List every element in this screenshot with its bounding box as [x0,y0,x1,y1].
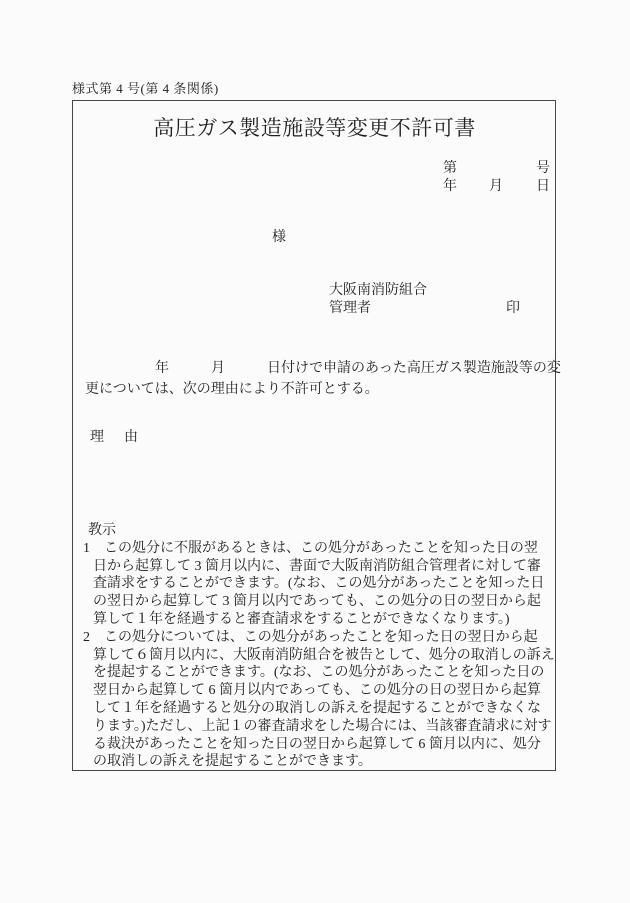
text-line: る裁決があったことを知った日の翌日から起算して 6 箇月以内に、処分 [93,736,541,752]
text-line: ります。)ただし、上記１の審査請求をした場合には、当該審査請求に対す [93,718,552,734]
seal-mark: 印 [506,301,520,316]
body-paragraph [85,359,563,400]
text-line: 2 この処分については、この処分があったことを知った日の翌日から起 [83,629,538,645]
text-line: 算して１年を経過すると審査請求をすることができなくなります。) [93,611,510,627]
text-line: 更については、次の理由により不許可とする。 [85,381,379,397]
text-line: を提起することができます。(なお、この処分があったことを知った日の [93,665,545,681]
text-line: の取消しの訴えを提起することができます。 [93,754,372,770]
addressee-honorific: 様 [272,230,286,245]
text-line: 1 この処分に不服があるときは、この処分があったことを知った日の翌 [83,540,538,556]
document-title: 高圧ガス製造施設等変更不許可書 [153,116,476,140]
reason-label: 理 由 [90,430,141,445]
issuer-role: 管理者 [329,301,371,316]
date-year-label: 年 [443,179,457,194]
instructions-heading: 教示 [88,523,116,538]
issuer-organization: 大阪南消防組合 [329,283,427,298]
instructions-section [83,522,561,771]
text-line: 年 月 日付けで申請のあった高圧ガス製造施設等の変 [85,361,561,376]
text-line: 算して６箇月以内に、大阪南消防組合を被告として、処分の取消しの訴え [93,647,555,663]
text-line: 翌日から起算して 6 箇月以内であっても、この処分の日の翌日から起算 [93,683,541,699]
date-day-label: 日 [536,179,550,194]
text-line: して１年を経過すると処分の取消しの訴えを提起することができなくな [93,700,541,716]
text-line: の翌日から起算して 3 箇月以内であっても、この処分の日の翌日から起 [93,594,541,610]
text-line: 日から起算して 3 箇月以内に、書面で大阪南消防組合管理者に対して審 [93,558,541,574]
form-number-label: 様式第 4 号(第 4 条関係) [72,81,219,96]
text-line: 査請求をすることができます。(なお、この処分があったことを知った日 [93,576,545,592]
instruction-item-1 [83,540,561,629]
doc-number-suffix: 号 [536,161,550,176]
doc-number-prefix: 第 [443,161,457,176]
instruction-item-2 [83,629,561,771]
date-month-label: 月 [489,179,503,194]
